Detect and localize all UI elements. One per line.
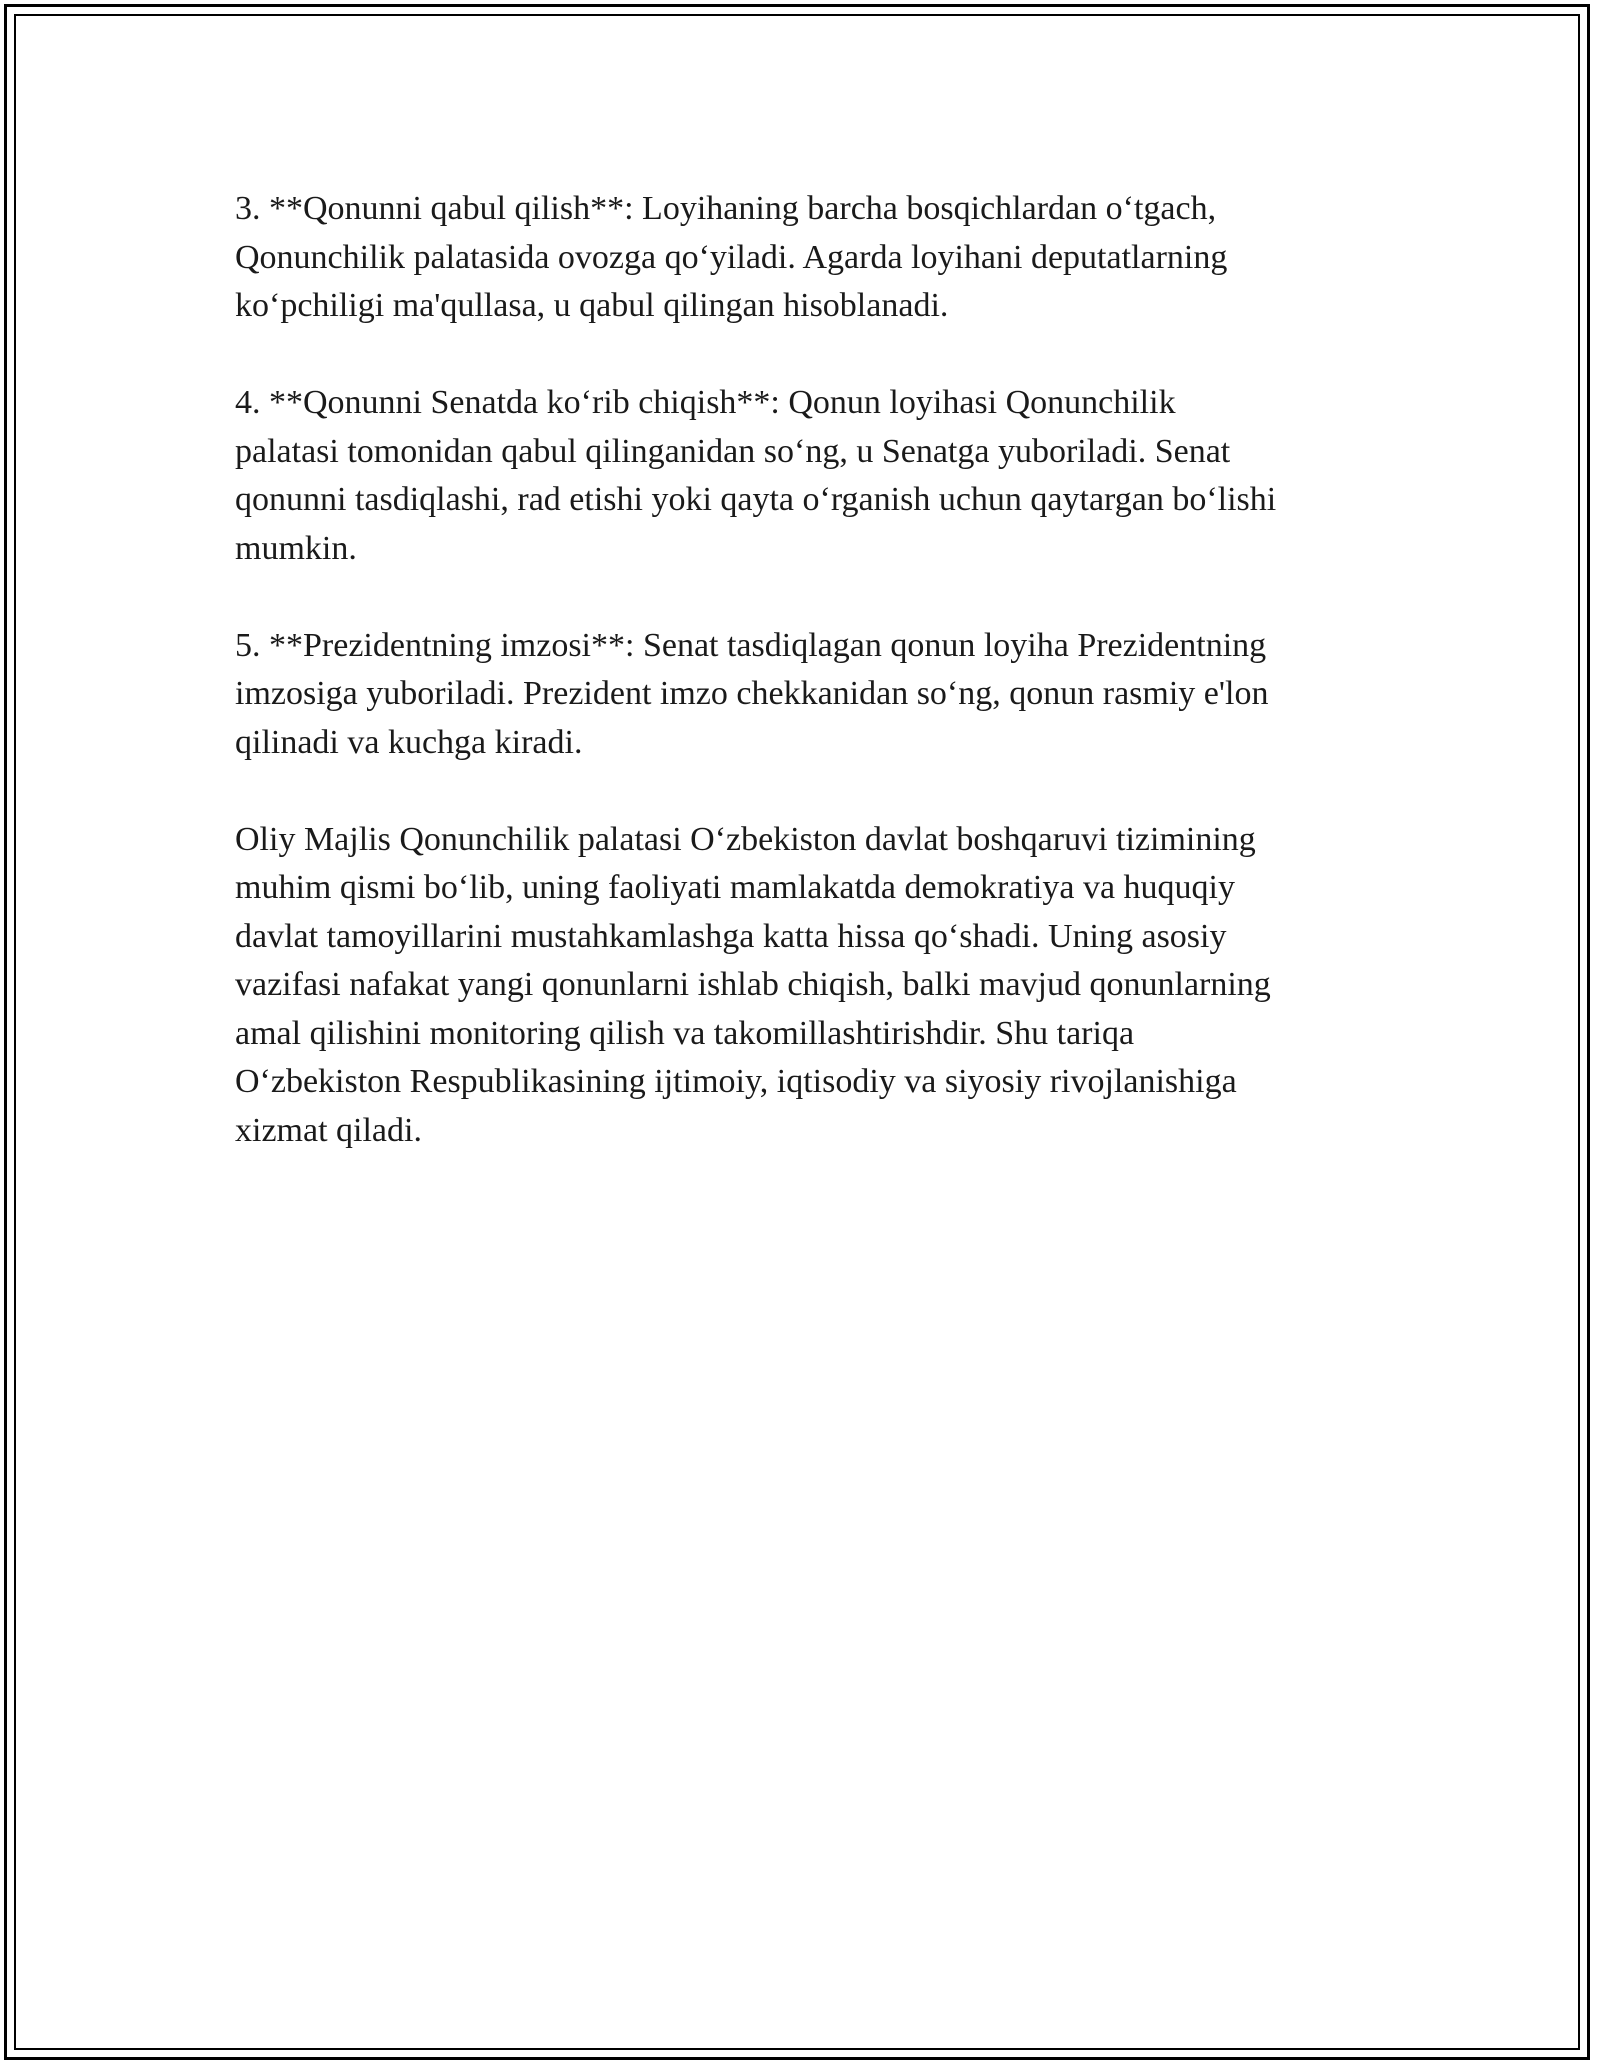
paragraph-conclusion: [235, 816, 1385, 1156]
text-line: 4. **Qonunni Senatda ko‘rib chiqish**: Qonun loyihasi Qonunchilik: [235, 384, 1176, 421]
text-line: Oliy Majlis Qonunchilik palatasi O‘zbekiston davlat boshqaruvi tizimining: [235, 820, 1256, 858]
document-body: [235, 185, 1385, 1204]
text-line: Qonunchilik palatasida ovozga qo‘yiladi. Agarda loyihani deputatlarning: [235, 238, 1228, 276]
text-line: qonunni tasdiqlashi, rad etishi yoki qayta o‘rganish uchun qaytargan bo‘lishi: [235, 481, 1277, 518]
text-line: mumkin.: [235, 529, 357, 567]
paragraph-step-4: [235, 379, 1385, 573]
text-line: palatasi tomonidan qabul qilinganidan so‘ng, u Senatga yuboriladi. Senat: [235, 432, 1231, 470]
text-line: qilinadi va kuchga kiradi.: [235, 723, 583, 761]
paragraph-step-3: [235, 185, 1385, 331]
text-line: vazifasi nafakat yangi qonunlarni ishlab chiqish, balki mavjud qonunlarning: [235, 966, 1271, 1003]
text-line: imzosiga yuboriladi. Prezident imzo chekkanidan so‘ng, qonun rasmiy e'lon: [235, 675, 1269, 712]
text-line: 5. **Prezidentning imzosi**: Senat tasdiqlagan qonun loyiha Prezidentning: [235, 626, 1267, 664]
text-line: amal qilishini monitoring qilish va takomillashtirishdir. Shu tariqa: [235, 1014, 1135, 1052]
text-line: davlat tamoyillarini mustahkamlashga katta hissa qo‘shadi. Uning asosiy: [235, 917, 1227, 955]
text-line: xizmat qiladi.: [235, 1111, 422, 1149]
text-line: 3. **Qonunni qabul qilish**: Loyihaning barcha bosqichlardan o‘tgach,: [235, 190, 1217, 227]
text-line: muhim qismi bo‘lib, uning faoliyati mamlakatda demokratiya va huquqiy: [235, 869, 1235, 906]
paragraph-step-5: [235, 622, 1385, 768]
text-line: ko‘pchiligi ma'qullasa, u qabul qilingan hisoblanadi.: [235, 287, 949, 324]
text-line: O‘zbekiston Respublikasining ijtimoiy, iqtisodiy va siyosiy rivojlanishiga: [235, 1063, 1237, 1100]
